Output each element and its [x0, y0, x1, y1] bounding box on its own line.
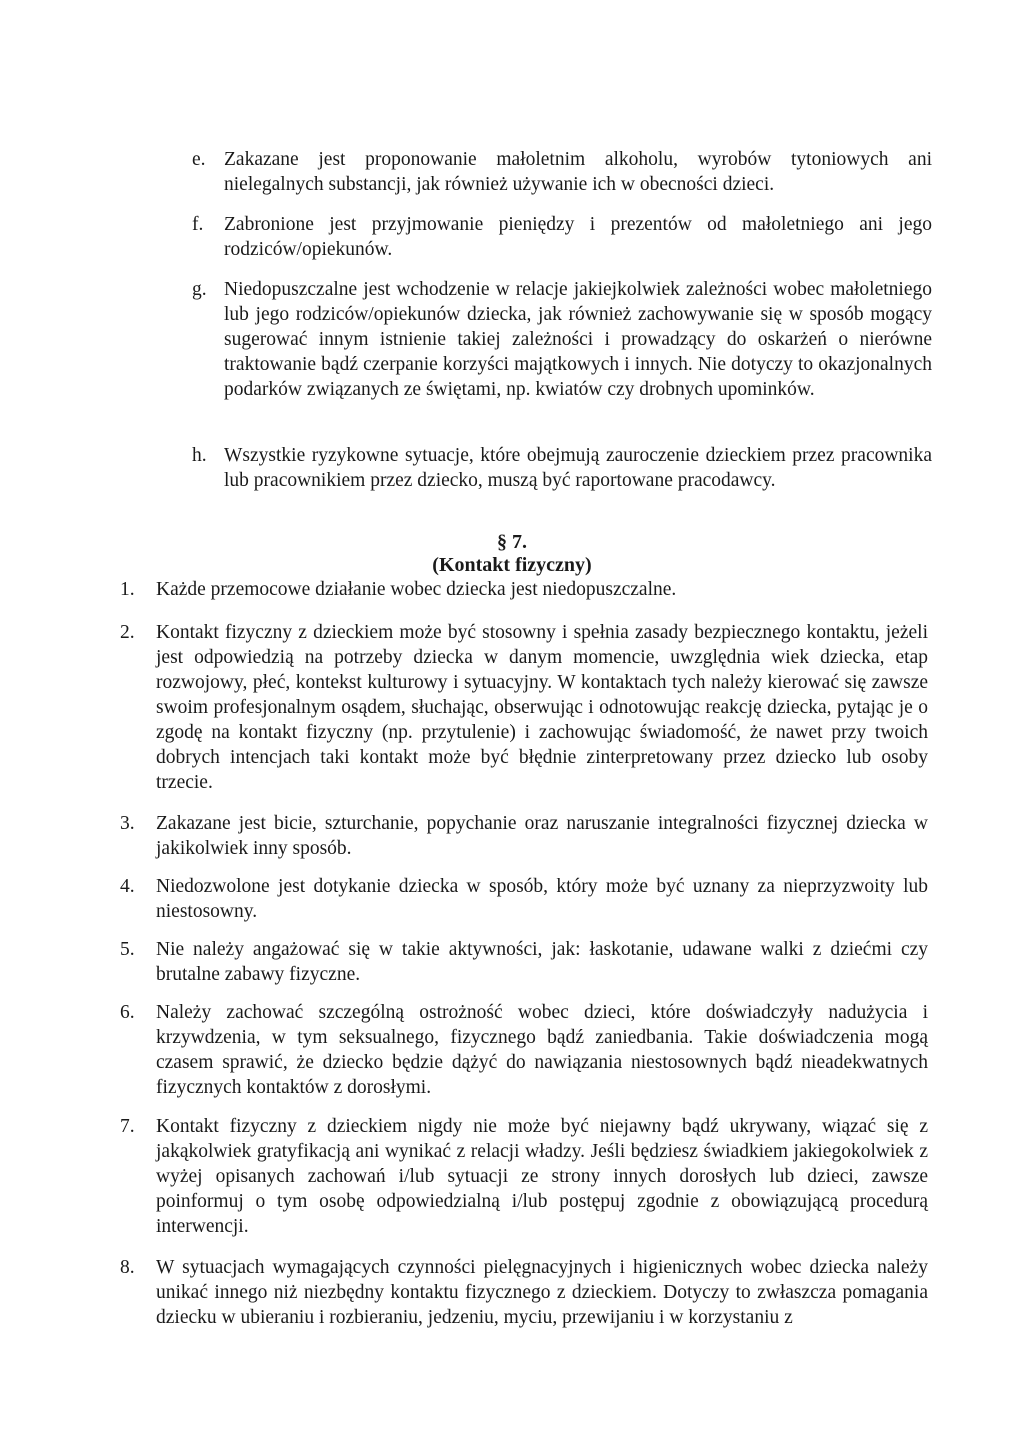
list-item-text: Niedozwolone jest dotykanie dziecka w sposób, który może być uznany za nieprzyzwoity lub niestosowny. [156, 876, 928, 922]
list-item-text: Należy zachować szczególną ostrożność wobec dzieci, które doświadczyły nadużycia i krzywdzenia, w tym seksualnego, fizycznego bądź zaniedbania. Takie doświadczenia mogą czasem sprawić, że dziecko będzie dążyć do nawiązania niestosownych bądź nieadekwatnych fizycznych kontaktów z dorosłymi. [156, 1002, 928, 1098]
list-item-5 [120, 937, 928, 987]
list-marker: 1. [120, 579, 135, 600]
list-item-text: Każde przemocowe działanie wobec dziecka jest niedopuszczalne. [156, 579, 677, 600]
list-item-text: Zabronione jest przyjmowanie pieniędzy i prezentów od małoletniego ani jego rodziców/opiekunów. [224, 214, 932, 260]
list-marker: 5. [120, 939, 135, 960]
list-item-g [192, 277, 932, 402]
list-item-f [192, 212, 932, 262]
list-item-4 [120, 874, 928, 924]
list-item-1 [120, 577, 928, 602]
list-item-6 [120, 1000, 928, 1100]
list-marker: 8. [120, 1257, 135, 1278]
list-marker: e. [192, 149, 206, 170]
list-item-text: Zakazane jest proponowanie małoletnim alkoholu, wyrobów tytoniowych ani nielegalnych substancji, jak również używanie ich w obecności dzieci. [224, 149, 932, 195]
list-item-8 [120, 1255, 928, 1330]
list-item-2 [120, 620, 928, 795]
list-item-e [192, 147, 932, 197]
list-marker: 2. [120, 622, 135, 643]
list-marker: 6. [120, 1002, 135, 1023]
list-item-text: Kontakt fizyczny z dzieckiem może być stosowny i spełnia zasady bezpiecznego kontaktu, jeżeli jest odpowiedzią na potrzeby dziecka w danym momencie, uwzględnia wiek dziecka, etap rozwojowy, płeć, kontekst kulturowy i sytuacyjny. W kontaktach tych należy kierować się zawsze swoim profesjonalnym osądem, słuchając, obserwując i odnotowując reakcję dziecka, pytając je o zgodę na kontakt fizyczny (np. przytulenie) i zachowując świadomość, że nawet przy twoich dobrych intencjach taki kontakt może być błędnie zinterpretowany przez dziecko lub osoby trzecie. [156, 622, 928, 793]
list-marker: 7. [120, 1116, 135, 1137]
list-marker: 3. [120, 813, 135, 834]
list-marker: g. [192, 279, 207, 300]
list-item-text: W sytuacjach wymagających czynności pielęgnacyjnych i higienicznych wobec dziecka należy unikać innego niż niezbędny kontaktu fizycznego z dzieckiem. Dotyczy to zwłaszcza pomagania dziecku w ubieraniu i rozbieraniu, jedzeniu, myciu, przewijaniu i w korzystaniu z [156, 1257, 928, 1328]
list-item-text: Zakazane jest bicie, szturchanie, popychanie oraz naruszanie integralności fizycznej dziecka w jakikolwiek inny sposób. [156, 813, 928, 859]
list-marker: h. [192, 445, 207, 466]
list-item-3 [120, 811, 928, 861]
list-item-7 [120, 1114, 928, 1239]
list-item-text: Wszystkie ryzykowne sytuacje, które obejmują zauroczenie dzieckiem przez pracownika lub pracownikiem przez dziecko, muszą być raportowane pracodawcy. [224, 445, 932, 491]
list-item-text: Nie należy angażować się w takie aktywności, jak: łaskotanie, udawane walki z dziećmi czy brutalne zabawy fizyczne. [156, 939, 928, 985]
list-item-text: Niedopuszczalne jest wchodzenie w relacje jakiejkolwiek zależności wobec małoletniego lub jego rodziców/opiekunów dziecka, jak również zachowywanie się w sposób mogący sugerować innym istnienie takiej zależności i prowadzący do oskarżeń o nierówne traktowanie bądź czerpanie korzyści majątkowych i innych. Nie dotyczy to okazjonalnych podarków związanych ze świętami, np. kwiatów czy drobnych upominków. [224, 279, 932, 400]
section-number: § 7. [497, 531, 527, 553]
list-marker: 4. [120, 876, 135, 897]
list-item-text: Kontakt fizyczny z dzieckiem nigdy nie może być niejawny bądź ukrywany, wiązać się z jakąkolwiek gratyfikacją ani wynikać z relacji władzy. Jeśli będziesz świadkiem jakiegokolwiek z wyżej opisanych zachowań i/lub sytuacji ze strony innych dorosłych lub dzieci, zawsze poinformuj o tym osobę odpowiedzialną i/lub postępuj zgodnie z obowiązującą procedurą interwencji. [156, 1116, 928, 1237]
list-item-h [192, 443, 932, 493]
list-marker: f. [192, 214, 204, 235]
section-title: (Kontakt fizyczny) [432, 554, 592, 576]
